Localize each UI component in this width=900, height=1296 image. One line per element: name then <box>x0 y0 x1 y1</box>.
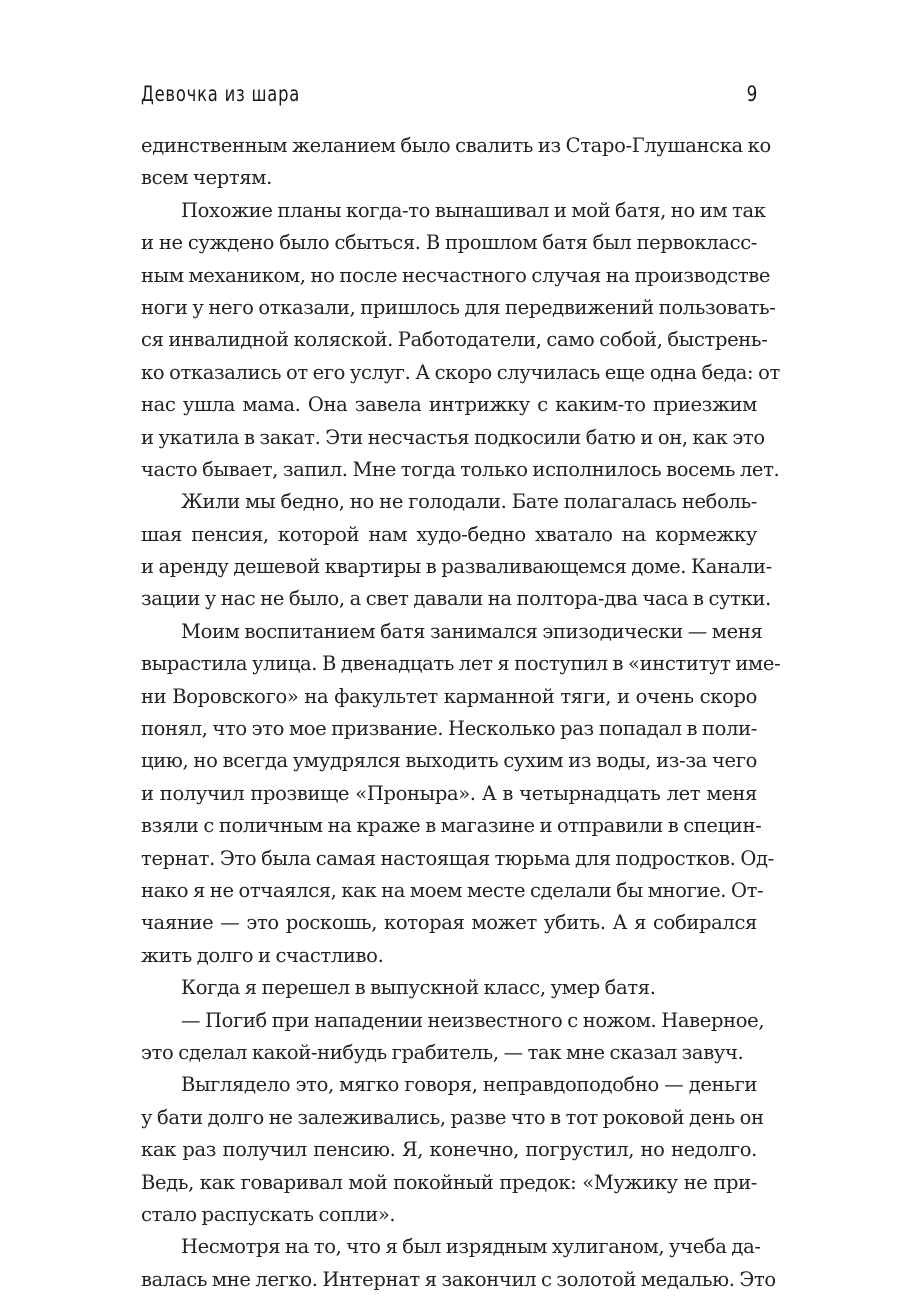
text-line: нас ушла мама. Она завела интрижку с каким-то приезжим <box>141 393 757 417</box>
text-line: ко отказались от его услуг. А скоро случилась еще одна беда: от <box>141 360 780 384</box>
text-line: ноги у него отказали, пришлось для передвижений пользовать- <box>141 295 776 319</box>
text-line: как раз получил пенсию. Я, конечно, погрустил, но недолго. <box>141 1138 757 1162</box>
text-line: ни Воровского» на факультет карманной тяги, и очень скоро <box>141 684 757 708</box>
text-line: Несмотря на то, что я был изрядным хулиганом, учеба да- <box>181 1235 761 1259</box>
text-line: всем чертям. <box>141 166 272 190</box>
text-line: Жили мы бедно, но не голодали. Бате полагалась неболь- <box>181 490 757 514</box>
text-line: у бати долго не залеживались, разве что в тот роковой день он <box>141 1105 764 1129</box>
text-line: нако я не отчаялся, как на моем месте сделали бы многие. От- <box>141 878 764 902</box>
text-line: валась мне легко. Интернат я закончил с золотой медалью. Это <box>141 1267 776 1291</box>
text-line: Моим воспитанием батя занимался эпизодически — меня <box>181 619 763 643</box>
text-line: и аренду дешевой квартиры в разваливающемся доме. Канали- <box>141 555 772 579</box>
text-line: стало распускать сопли». <box>141 1202 396 1226</box>
text-line: часто бывает, запил. Мне тогда только исполнилось восемь лет. <box>141 457 780 481</box>
page-number: 9 <box>746 82 757 106</box>
text-line: и не суждено было сбыться. В прошлом батя был первокласс- <box>141 231 757 255</box>
text-line: ся инвалидной коляской. Работодатели, само собой, быстрень- <box>141 328 768 352</box>
text-line: единственным желанием было свалить из Старо-Глушанска ко <box>141 134 771 157</box>
text-line: тернат. Это была самая настоящая тюрьма для подростков. Од- <box>141 846 774 870</box>
text-line: Когда я перешел в выпускной класс, умер батя. <box>181 976 656 1000</box>
text-line: жить долго и счастливо. <box>141 943 384 967</box>
text-line: Выглядело это, мягко говоря, неправдоподобно — деньги <box>181 1073 757 1097</box>
running-head <box>141 80 757 114</box>
text-line: вырастила улица. В двенадцать лет я поступил в «институт име- <box>141 652 781 676</box>
text-line: и получил прозвище «Проныра». А в четырнадцать лет меня <box>141 781 757 805</box>
book-title: Девочка из шара <box>141 82 301 106</box>
text-line: — Погиб при нападении неизвестного с ножом. Наверное, <box>181 1008 765 1032</box>
text-line: Ведь, как говаривал мой покойный предок: «Мужику не при- <box>141 1170 757 1194</box>
text-line: и укатила в закат. Эти несчастья подкосили батю и он, как это <box>141 425 765 449</box>
body-text <box>141 130 781 1296</box>
text-line: взяли с поличным на краже в магазине и отправили в специн- <box>141 814 762 838</box>
text-line: зации у нас не было, а свет давали на полтора-два часа в сутки. <box>141 587 771 611</box>
text-line: чаяние — это роскошь, которая может убить. А я собирался <box>141 911 757 935</box>
text-line: ным механиком, но после несчастного случая на производстве <box>141 263 771 287</box>
text-line: шая пенсия, которой нам худо-бедно хватало на кормежку <box>141 522 757 546</box>
text-line: Похожие планы когда-то вынашивал и мой батя, но им так <box>181 198 766 222</box>
text-line: это сделал какой-нибудь грабитель, — так мне сказал завуч. <box>141 1040 744 1064</box>
text-line: понял, что это мое призвание. Несколько раз попадал в поли- <box>141 717 757 741</box>
text-line: цию, но всегда умудрялся выходить сухим из воды, из-за чего <box>141 749 757 773</box>
